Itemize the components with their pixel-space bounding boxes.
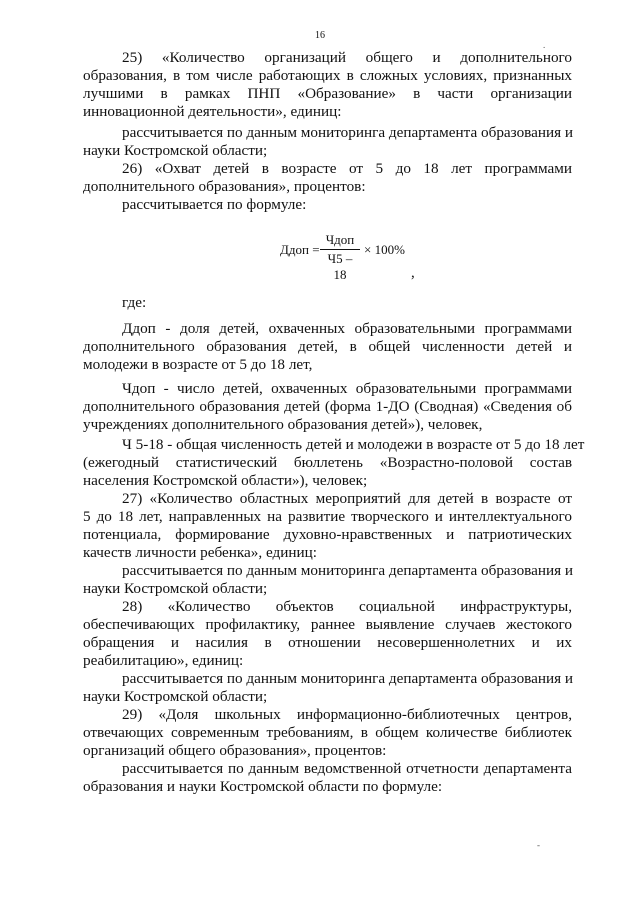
formula-fraction — [320, 232, 360, 283]
text-line: 27) «Количество областных мероприятий для детей в возрасте от — [122, 490, 572, 507]
text-line: инновационной деятельности», единиц: — [83, 103, 342, 120]
text-line: (ежегодный статистический бюллетень «Возрастно-половой состав — [83, 454, 572, 471]
text-line: реабилитацию», единиц: — [83, 652, 244, 669]
text-line: 25) «Количество организаций общего и дополнительного — [122, 49, 572, 66]
text-line: молодежи в возрасте от 5 до 18 лет, — [83, 356, 313, 373]
text-line: где: — [122, 294, 147, 311]
text-line: 28) «Количество объектов социальной инфраструктуры, — [122, 598, 572, 615]
scan-speck-bottom: - — [537, 840, 540, 850]
text-line: 26) «Охват детей в возрасте от 5 до 18 лет программами — [122, 160, 572, 177]
text-line: 29) «Доля школьных информационно-библиотечных центров, — [122, 706, 572, 723]
formula-numerator: Чдоп — [325, 232, 355, 247]
page-number: 16 — [315, 30, 325, 41]
text-line: дополнительного образования», процентов: — [83, 178, 366, 195]
text-line: рассчитывается по данным мониторинга департамента образования и — [122, 670, 574, 687]
text-line: рассчитывается по данным мониторинга департамента образования и — [122, 562, 574, 579]
formula-lhs: Ддоп = — [280, 242, 320, 257]
text-line: потенциала, формирование духовно-нравственных и патриотических — [83, 526, 572, 543]
text-line: рассчитывается по формуле: — [122, 196, 307, 213]
text-line: Ддоп - доля детей, охваченных образовательными программами — [122, 320, 572, 337]
formula-comma: , — [411, 265, 415, 281]
text-line: науки Костромской области; — [83, 688, 268, 705]
fraction-bar — [320, 249, 360, 250]
text-line: дополнительного образования детей, в общей численности детей и — [83, 338, 572, 355]
text-line: науки Костромской области; — [83, 142, 268, 159]
text-line: качеств личности ребенка», единиц: — [83, 544, 317, 561]
text-line: рассчитывается по данным ведомственной отчетности департамента — [122, 760, 572, 777]
formula-denominator: Ч5 – 18 — [327, 251, 353, 282]
text-line: дополнительного образования детей (форма 1-ДО (Сводная) «Сведения об — [83, 398, 572, 415]
text-line: лучшими в рамках ПНП «Образование» в части организации — [83, 85, 572, 102]
text-line: науки Костромской области; — [83, 580, 268, 597]
text-line: образования, в том числе работающих в сложных условиях, признанных — [83, 67, 572, 84]
text-line: 5 до 18 лет, направленных на развитие творческого и интеллектуального — [83, 508, 572, 525]
text-line: учреждениях дополнительного образования детей»), человек, — [83, 416, 483, 433]
text-line: рассчитывается по данным мониторинга департамента образования и — [122, 124, 574, 141]
text-line: Ч 5-18 - общая численность детей и молодежи в возрасте от 5 до 18 лет — [122, 436, 585, 453]
text-line: образования и науки Костромской области по формуле: — [83, 778, 443, 795]
text-line: обращения и насилия в отношении несовершеннолетних и их — [83, 634, 572, 651]
text-line: отвечающих современным требованиям, в общем количестве библиотек — [83, 724, 572, 741]
text-line: организаций общего образования», процентов: — [83, 742, 387, 759]
text-line: населения Костромской области»), человек; — [83, 472, 368, 489]
text-line: обеспечивающих профилактику, раннее выявление случаев жестокого — [83, 616, 572, 633]
scan-speck-top: . — [543, 40, 546, 50]
text-line: Чдоп - число детей, охваченных образовательными программами — [122, 380, 572, 397]
formula-multiplier: × 100% — [364, 242, 405, 257]
